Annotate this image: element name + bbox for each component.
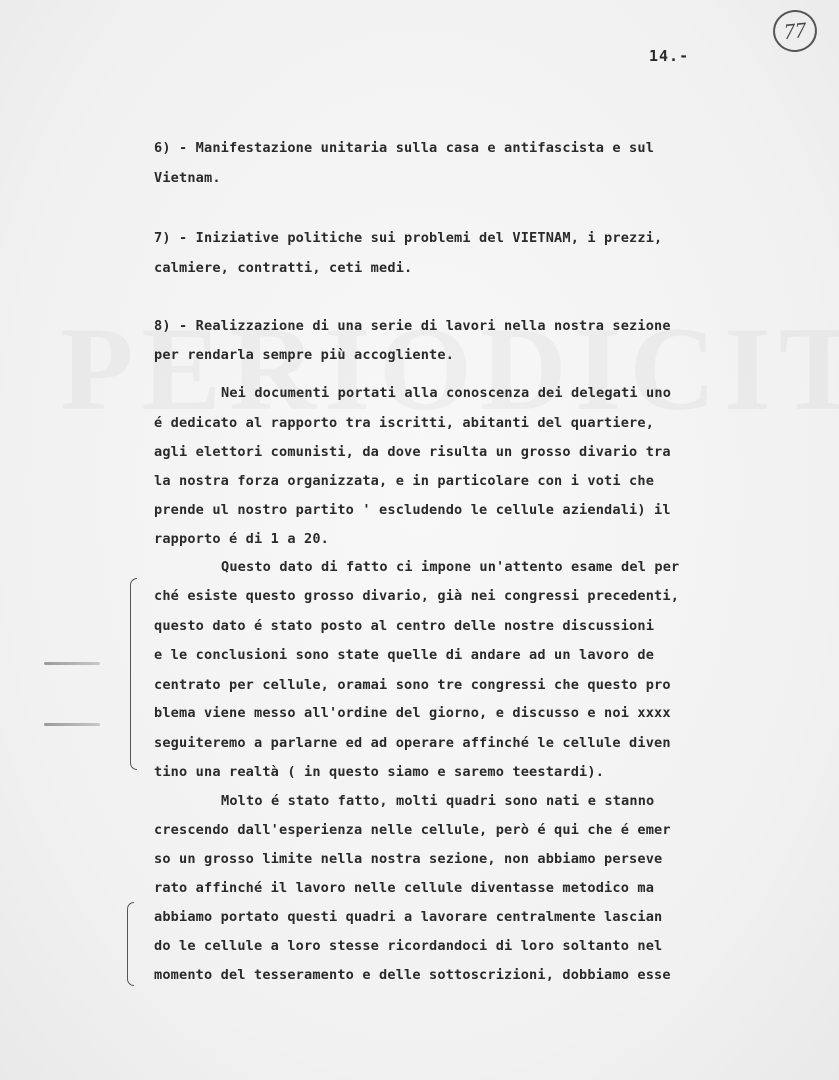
list-item-8-line-1: 8) - Realizzazione di una serie di lavori nella nostra sezione — [154, 318, 671, 334]
paragraph-3-line-6: do le cellule a loro stesse ricordandoci di loro soltanto nel — [154, 938, 663, 954]
paragraph-3-line-2: crescendo dall'esperienza nelle cellule, però é qui che é emer — [154, 822, 671, 838]
paragraph-1-line-2: é dedicato al rapporto tra iscritti, abitanti del quartiere, — [154, 415, 655, 431]
paragraph-2-line-5: centrato per cellule, oramai sono tre congressi che questo pro — [154, 677, 671, 693]
paragraph-3-line-4: rato affinché il lavoro nelle cellule diventasse metodico ma — [154, 880, 655, 896]
paragraph-3-line-3: so un grosso limite nella nostra sezione, non abbiamo perseve — [154, 851, 663, 867]
margin-bracket-lower — [127, 902, 134, 986]
paragraph-2-line-8: tino una realtà ( in questo siamo e saremo teestardi). — [154, 764, 605, 780]
paragraph-1-line-6: rapporto é di 1 a 20. — [154, 531, 330, 547]
list-item-6-line-1: 6) - Manifestazione unitaria sulla casa e antifascista e sul — [154, 140, 655, 156]
paragraph-1-line-1: Nei documenti portati alla conoscenza dei delegati uno — [221, 385, 672, 401]
paragraph-2-line-2: ché esiste questo grosso divario, già nei congressi precedenti, — [154, 588, 680, 604]
paragraph-2-line-4: e le conclusioni sono state quelle di andare ad un lavoro de — [154, 647, 655, 663]
margin-mark-lower — [44, 723, 100, 726]
margin-bracket-upper — [130, 578, 137, 770]
margin-mark-upper — [44, 662, 100, 665]
list-item-6-line-2: Vietnam. — [154, 170, 221, 186]
archive-stamp: 77 — [771, 8, 819, 54]
paragraph-3-line-5: abbiamo portato questi quadri a lavorare centralmente lascian — [154, 909, 663, 925]
paragraph-2-line-6: blema viene messo all'ordine del giorno, e discusso e noi xxxx — [154, 705, 671, 721]
paragraph-2-line-3: questo dato é stato posto al centro delle nostre discussioni — [154, 618, 655, 634]
list-item-7-line-2: calmiere, contratti, ceti medi. — [154, 260, 413, 276]
paragraph-2-line-1: Questo dato di fatto ci impone un'attento esame del per — [221, 559, 680, 575]
paragraph-1-line-3: agli elettori comunisti, da dove risulta un grosso divario tra — [154, 444, 671, 460]
page-number: 14.- — [649, 47, 690, 65]
list-item-7-line-1: 7) - Iniziative politiche sui problemi del VIETNAM, i prezzi, — [154, 230, 663, 246]
paragraph-3-line-1: Molto é stato fatto, molti quadri sono nati e stanno — [221, 793, 655, 809]
paragraph-2-line-7: seguiteremo a parlarne ed ad operare affinché le cellule diven — [154, 735, 671, 751]
paragraph-1-line-4: la nostra forza organizzata, e in particolare con i voti che — [154, 473, 655, 489]
list-item-8-line-2: per rendarla sempre più accogliente. — [154, 347, 455, 363]
paragraph-1-line-5: prende ul nostro partito ' escludendo le cellule aziendali) il — [154, 502, 671, 518]
paragraph-3-line-7: momento del tesseramento e delle sottoscrizioni, dobbiamo esse — [154, 967, 671, 983]
